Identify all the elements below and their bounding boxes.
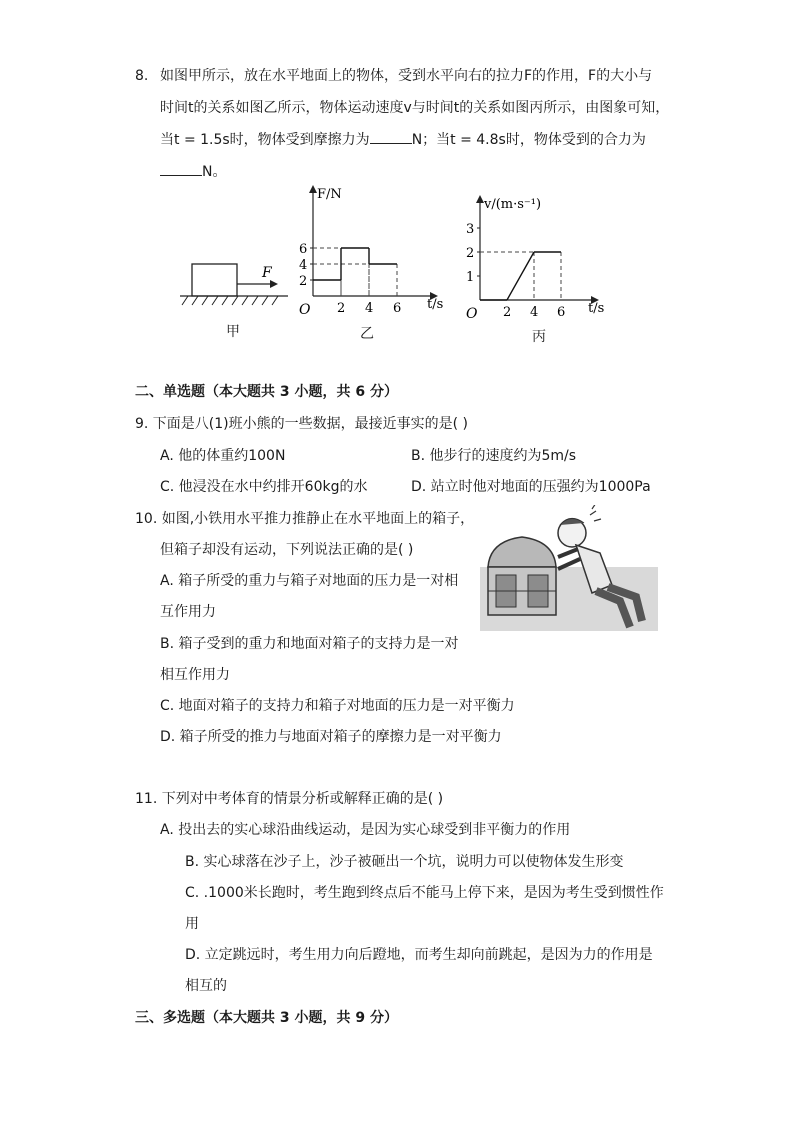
section-title: 二、单选题（本大题共 3 小题，共 6 分） bbox=[135, 384, 398, 400]
q8-line-3b: N；当t = 4.8s时，物体受到的合力为 bbox=[411, 132, 646, 148]
ground-hatch bbox=[182, 296, 278, 305]
question-number: 8. bbox=[135, 68, 149, 84]
q11-option-c-2: 用 bbox=[185, 916, 199, 932]
q11-option-b[interactable]: B. 实心球落在沙子上，沙子被砸出一个坑，说明力可以使物体发生形变 bbox=[185, 854, 624, 870]
y-tick-label: 6 bbox=[299, 242, 308, 257]
q10-option-b-2: 相互作用力 bbox=[160, 667, 230, 683]
y-tick-label: 2 bbox=[466, 246, 475, 261]
y-axis-arrow bbox=[476, 195, 484, 203]
q10-stem-1: 10. 如图,小铁用水平推力推静止在水平地面上的箱子， bbox=[135, 511, 475, 527]
q9-option-a[interactable]: A. 他的体重约100N bbox=[160, 448, 286, 464]
x-axis-label: t/s bbox=[588, 301, 605, 316]
q9-option-d[interactable]: D. 站立时他对地面的压强约为1000Pa bbox=[411, 479, 651, 495]
block bbox=[192, 264, 237, 296]
x-tick-label: 2 bbox=[337, 301, 346, 316]
q8-line-2: 时间t的关系如图乙所示，物体运动速度v与时间t的关系如图丙所示，由图象可知， bbox=[160, 100, 670, 116]
q11-stem: 11. 下列对中考体育的情景分析或解释正确的是( ) bbox=[135, 791, 444, 807]
chart-yi bbox=[285, 182, 460, 322]
y-tick-label: 3 bbox=[466, 222, 475, 237]
q9-option-b[interactable]: B. 他步行的速度约为5m/s bbox=[411, 448, 577, 464]
q10-stem-2: 但箱子却没有运动，下列说法正确的是( ) bbox=[160, 542, 414, 558]
q8-line-1: 如图甲所示，放在水平地面上的物体，受到水平向右的拉力F的作用，F的大小与 bbox=[160, 68, 653, 84]
origin-label: O bbox=[299, 302, 311, 318]
y-axis-label: v/(m·s⁻¹) bbox=[484, 197, 542, 212]
x-tick-label: 4 bbox=[365, 301, 374, 316]
x-tick-label: 2 bbox=[503, 305, 512, 320]
y-axis-label: F/N bbox=[317, 187, 342, 202]
answer-blank bbox=[370, 130, 412, 144]
q8-line-3 bbox=[160, 130, 646, 150]
q11-option-a[interactable]: A. 投出去的实心球沿曲线运动，是因为实心球受到非平衡力的作用 bbox=[160, 822, 571, 838]
x-tick-label: 4 bbox=[530, 305, 539, 320]
figure-jia bbox=[180, 258, 290, 308]
x-axis-label: t/s bbox=[427, 297, 444, 312]
x-tick-label: 6 bbox=[393, 301, 402, 316]
figure-caption-jia: 甲 bbox=[226, 324, 240, 340]
q10-option-d[interactable]: D. 箱子所受的推力与地面对箱子的摩擦力是一对平衡力 bbox=[160, 729, 502, 745]
x-tick-label: 6 bbox=[557, 305, 566, 320]
force-arrow-head bbox=[270, 280, 278, 288]
q10-option-a-2: 互作用力 bbox=[160, 604, 216, 620]
y-axis-arrow bbox=[309, 185, 317, 193]
y-tick-label: 1 bbox=[466, 270, 475, 285]
origin-label: O bbox=[466, 306, 478, 322]
y-tick-label: 4 bbox=[299, 258, 308, 273]
q9-stem: 9. 下面是八(1)班小熊的一些数据，最接近事实的是( ) bbox=[135, 416, 469, 432]
boy-pushing-chest-illustration bbox=[480, 505, 658, 631]
q11-option-c-1[interactable]: C. .1000米长跑时，考生跑到终点后不能马上停下来，是因为考生受到惯性作 bbox=[185, 885, 664, 901]
answer-blank bbox=[160, 162, 202, 176]
q8-line-4 bbox=[160, 162, 226, 182]
data-segment bbox=[507, 252, 534, 300]
q11-option-d-1[interactable]: D. 立定跳远时，考生用力向后蹬地，而考生却向前跳起，是因为力的作用是 bbox=[185, 947, 653, 963]
q8-line-3a: 当t = 1.5s时，物体受到摩擦力为 bbox=[160, 132, 370, 148]
q10-option-b-1[interactable]: B. 箱子受到的重力和地面对箱子的支持力是一对 bbox=[160, 636, 459, 652]
figure-caption-bing: 丙 bbox=[532, 329, 546, 345]
q10-option-a-1[interactable]: A. 箱子所受的重力与箱子对地面的压力是一对相 bbox=[160, 573, 459, 589]
q10-option-c[interactable]: C. 地面对箱子的支持力和箱子对地面的压力是一对平衡力 bbox=[160, 698, 515, 714]
q11-option-d-2: 相互的 bbox=[185, 978, 227, 994]
force-label: F bbox=[262, 265, 272, 281]
q8-line-4-text: N。 bbox=[202, 164, 227, 180]
q9-option-c[interactable]: C. 他浸没在水中约排开60kg的水 bbox=[160, 479, 368, 495]
y-tick-label: 2 bbox=[299, 274, 308, 289]
chest bbox=[488, 537, 556, 615]
figure-caption-yi: 乙 bbox=[360, 326, 374, 342]
chart-bing bbox=[460, 190, 620, 322]
section-title: 三、多选题（本大题共 3 小题，共 9 分） bbox=[135, 1010, 398, 1026]
